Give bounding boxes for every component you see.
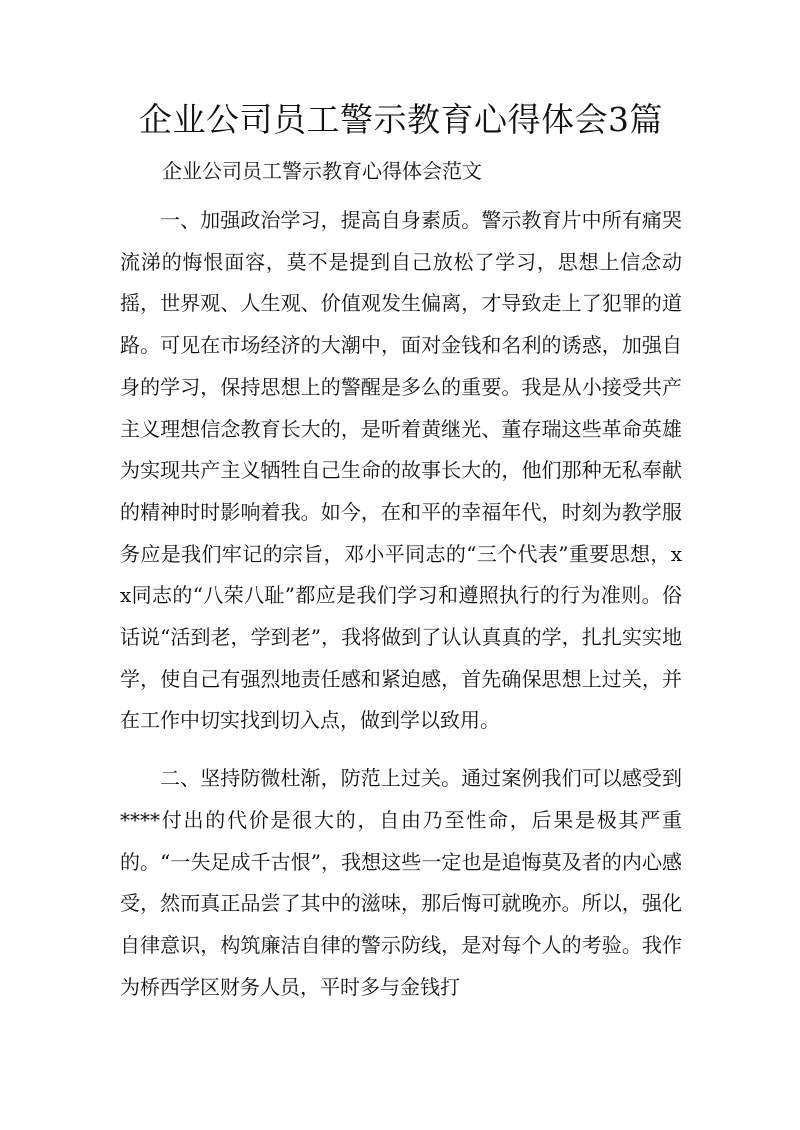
- paragraph-political-study: 一、加强政治学习，提高自身素质。警示教育片中所有痛哭流涕的悔恨面容，莫不是提到自己放松了学习，思想上信念动摇，世界观、人生观、价值观发生偏离，才导致走上了犯罪的道路。可见在市场经济的大潮中，面对金钱和名利的诱惑，加强自身的学习，保持思想上的警醒是多么的重要。我是从小接受共产主义理想信念教育长大的，是听着黄继光、董存瑞这些革命英雄为实现共产主义牺牲自己生命的故事长大的，他们那种无私奉献的精神时时影响着我。如今，在和平的幸福年代，时刻为教学服务应是我们牢记的宗旨，邓小平同志的“三个代表”重要思想，xx同志的“八荣八耻”都应是我们学习和遵照执行的行为准则。俗话说“活到老，学到老”，我将做到了认认真真的学，扎扎实实地学，使自己有强烈地责任感和紧迫感，首先确保思想上过关，并在工作中切实找到切入点，做到学以致用。: [120, 208, 682, 733]
- paragraph-prevention: 二、坚持防微杜渐，防范上过关。通过案例我们可以感受到****付出的代价是很大的，自由乃至性命，后果是极其严重的。“一失足成千古恨”，我想这些一定也是追悔莫及者的内心感受，然而真正品尝了其中的滋味，那后悔可就晚亦。所以，强化自律意识，构筑廉洁自律的警示防线，是对每个人的考验。我作为桥西学区财务人员，平时多与金钱打: [120, 766, 682, 999]
- document-subtitle: 企业公司员工警示教育心得体会范文: [162, 159, 482, 183]
- document-title: 企业公司员工警示教育心得体会3篇: [139, 100, 663, 139]
